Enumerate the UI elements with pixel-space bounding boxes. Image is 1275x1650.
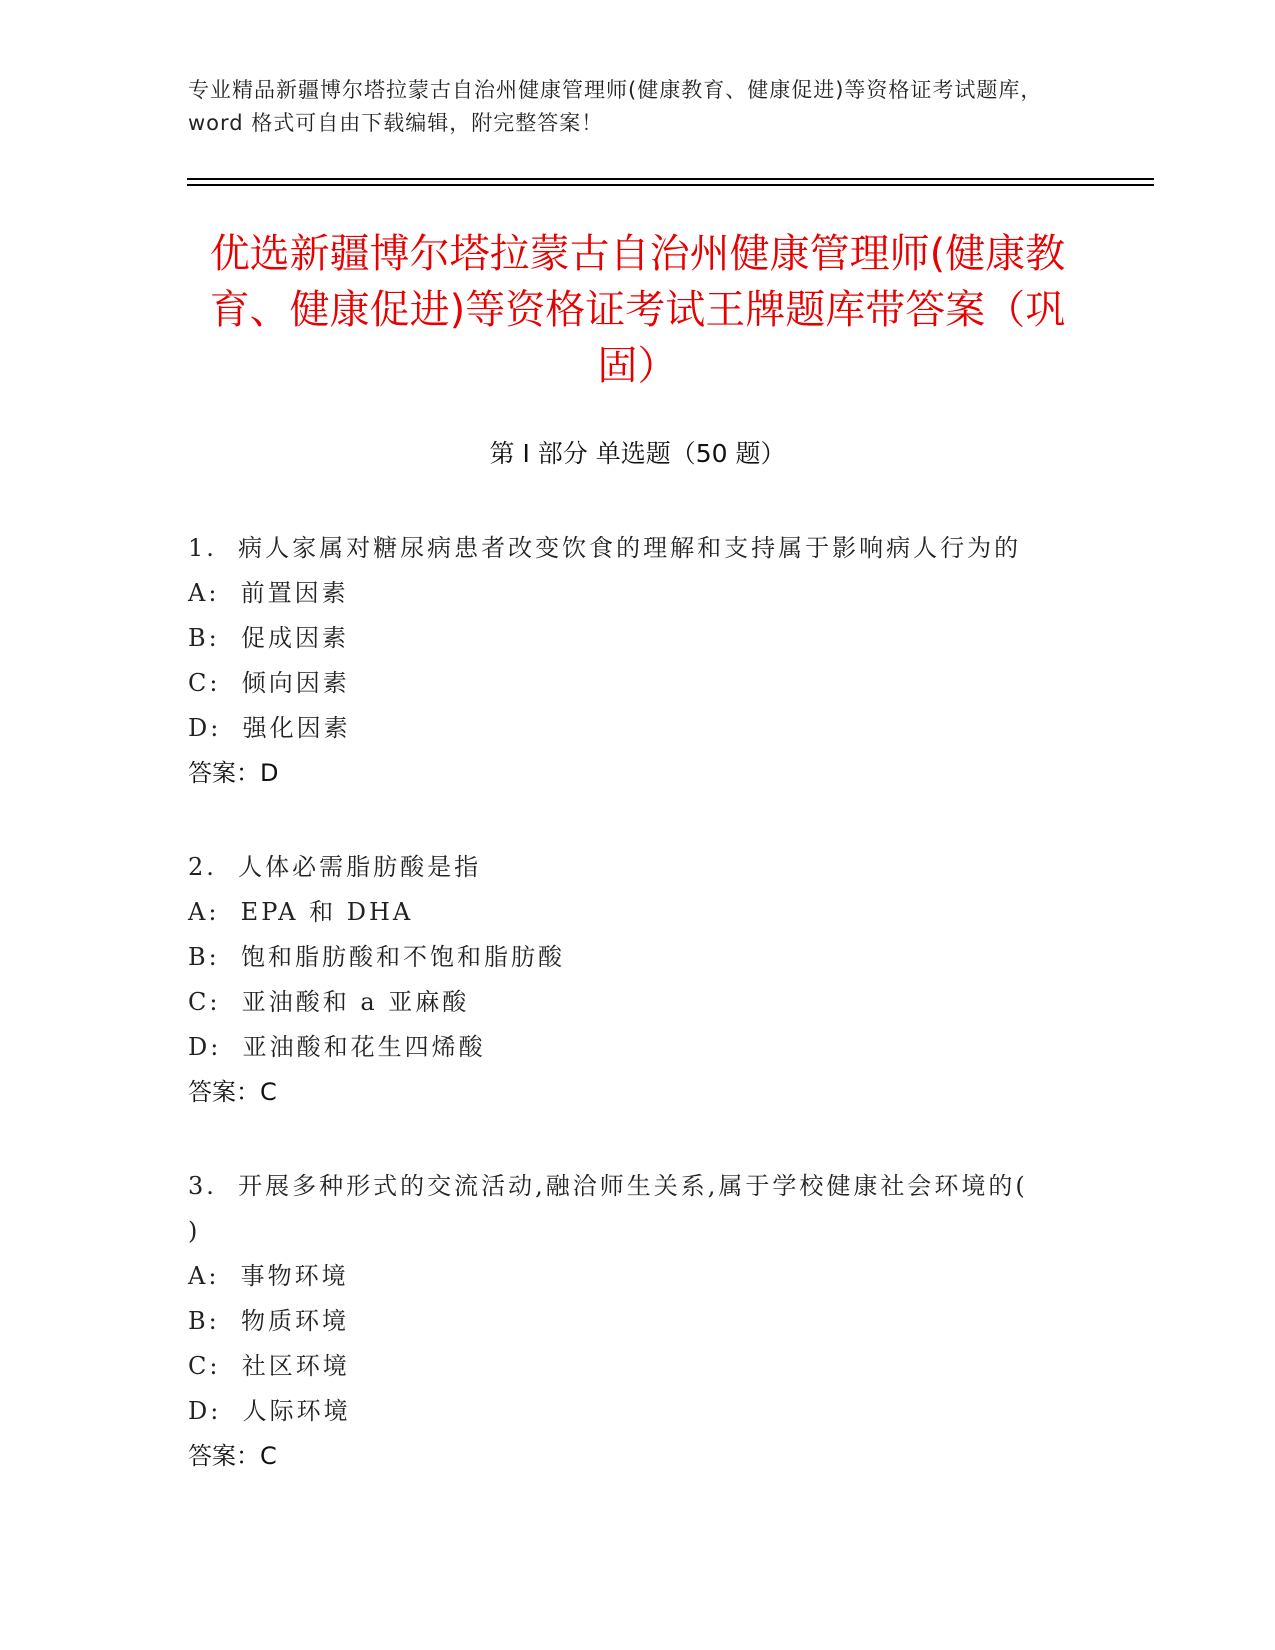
option-c: C: 社区环境 xyxy=(188,1352,350,1380)
answer: 答案：C xyxy=(188,1442,277,1470)
header-rule-bottom xyxy=(187,184,1154,186)
option-b: B: 饱和脂肪酸和不饱和脂肪酸 xyxy=(188,943,565,971)
option-c: C: 亚油酸和 a 亚麻酸 xyxy=(188,988,470,1016)
question-stem: 3. 开展多种形式的交流活动,融洽师生关系,属于学校健康社会环境的( ) xyxy=(188,1172,1092,1245)
option-a: A: 事物环境 xyxy=(188,1262,349,1290)
header-rule-top xyxy=(187,178,1154,180)
question-2 xyxy=(188,845,1088,1115)
option-d: D: 亚油酸和花生四烯酸 xyxy=(188,1033,486,1061)
question-stem: 1. 病人家属对糖尿病患者改变饮食的理解和支持属于影响病人行为的 xyxy=(188,534,1022,562)
option-a: A: 前置因素 xyxy=(188,579,349,607)
option-d: D: 强化因素 xyxy=(188,714,351,742)
option-b: B: 促成因素 xyxy=(188,624,349,652)
document-title: 优选新疆博尔塔拉蒙古自治州健康管理师(健康教育、健康促进)等资格证考试王牌题库带答案（巩固） xyxy=(209,231,1066,389)
option-a: A: EPA 和 DHA xyxy=(188,898,414,926)
question-1 xyxy=(188,526,1088,796)
section-title: 第 I 部分 单选题（50 题） xyxy=(489,439,786,468)
answer: 答案：C xyxy=(188,1078,277,1106)
question-3 xyxy=(188,1164,1092,1479)
option-c: C: 倾向因素 xyxy=(188,669,350,697)
question-stem: 2. 人体必需脂肪酸是指 xyxy=(188,853,482,881)
answer: 答案：D xyxy=(188,759,279,787)
option-d: D: 人际环境 xyxy=(188,1397,351,1425)
header-note: 专业精品新疆博尔塔拉蒙古自治州健康管理师(健康教育、健康促进)等资格证考试题库，word 格式可自由下载编辑，附完整答案！ xyxy=(188,78,1043,135)
option-b: B: 物质环境 xyxy=(188,1307,349,1335)
